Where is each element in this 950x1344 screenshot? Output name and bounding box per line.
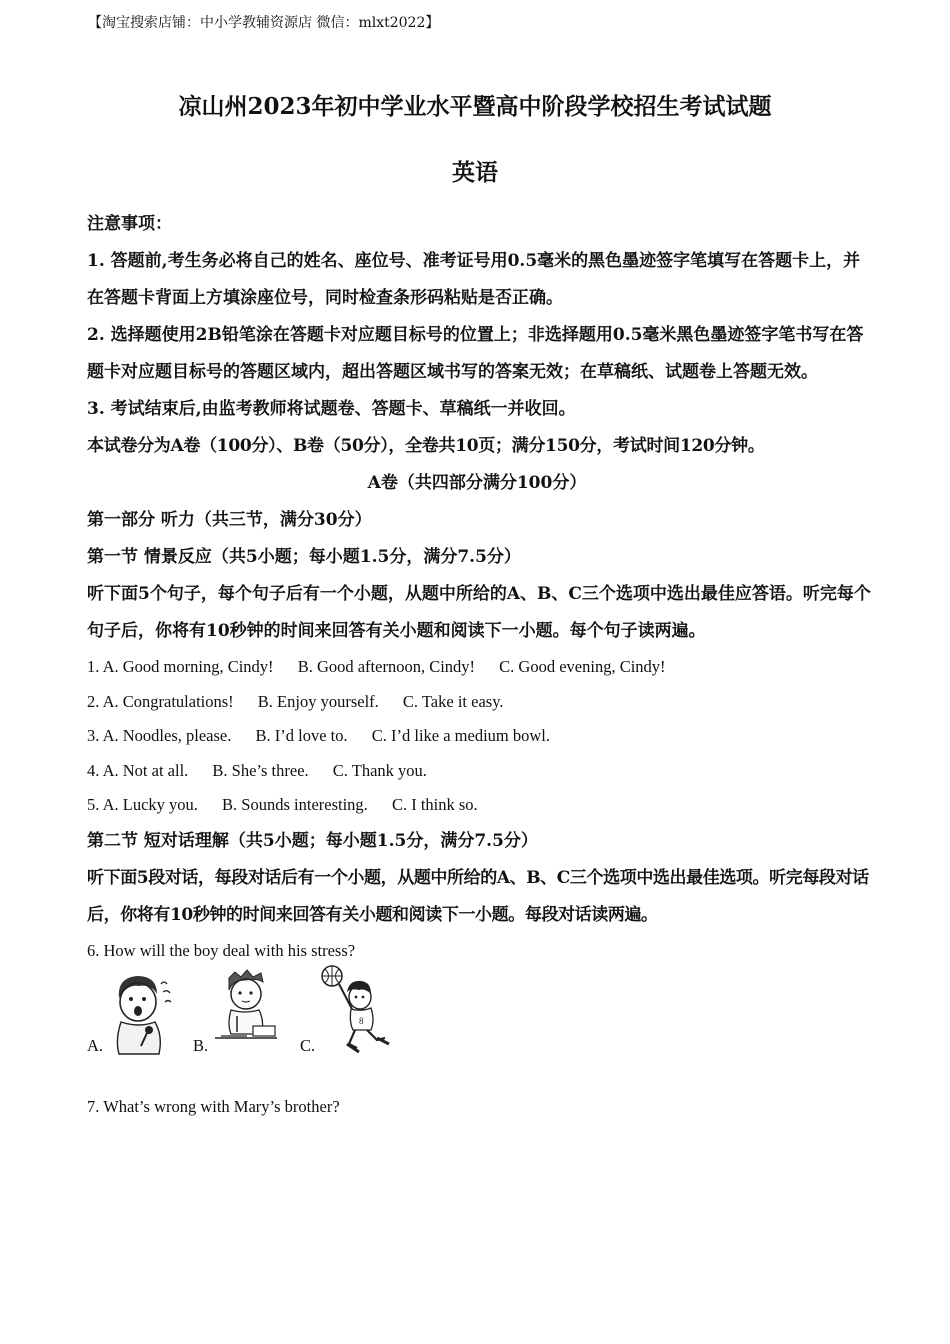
question-7: 7. What’s wrong with Mary’s brother? (87, 1097, 340, 1116)
studying-boy-picture (213, 968, 281, 1056)
option-c: C. I’d like a medium bowl. (371, 726, 550, 745)
option-b: B. I’d love to. (255, 726, 348, 745)
option-a: A. Noodles, please. (102, 726, 232, 745)
svg-text:8: 8 (359, 1016, 364, 1026)
option-c: C. Good evening, Cindy! (499, 657, 666, 676)
question-number: 4. (87, 760, 100, 780)
volume-a-heading: A卷（共四部分满分100分） (367, 473, 587, 493)
question-3 (87, 719, 877, 754)
singing-boy-picture (105, 970, 175, 1060)
exam-subject: 英语 (452, 159, 498, 186)
question-6-pictures (87, 968, 877, 1088)
option-c: C. Thank you. (332, 760, 427, 780)
notice-heading: 注意事项： (87, 214, 172, 234)
section2-heading: 第二节 短对话理解（共5小题；每小题1.5分，满分7.5分） (87, 830, 538, 851)
picture-a-label: A. (87, 1036, 104, 1055)
question-1 (87, 650, 877, 685)
question-2 (87, 685, 877, 720)
option-a: A. Not at all. (102, 760, 189, 780)
option-b: B. She’s three. (212, 760, 309, 780)
question-number: 5. (87, 795, 100, 814)
exam-content (87, 206, 877, 1125)
question-number: 3. (87, 726, 100, 745)
question-4 (87, 754, 877, 789)
basketball-boy-picture (319, 964, 393, 1060)
option-b: B. Sounds interesting. (222, 795, 368, 814)
exam-title: 凉山州2023年初中学业水平暨高中阶段学校招生考试试题 (178, 93, 772, 120)
option-b: B. Good afternoon, Cindy! (297, 657, 476, 676)
option-b: B. Enjoy yourself. (257, 691, 379, 711)
notice-1: 1. 答题前,考生务必将自己的姓名、座位号、准考证号用0.5毫米的黑色墨迹签字笔填写在答题卡上，并在答题卡背面上方填涂座位号，同时检查条形码粘贴是否正确。 (87, 251, 861, 308)
picture-b-label: B. (193, 1036, 209, 1055)
option-a: A. Lucky you. (102, 795, 198, 814)
paper-info: 本试卷分为A卷（100分）、B卷（50分），全卷共10页；满分150分，考试时间120分钟。 (87, 436, 765, 456)
option-a: A. Congratulations! (102, 691, 234, 711)
section2-instruction: 听下面5段对话，每段对话后有一个小题，从题中所给的A、B、C三个选项中选出最佳选项。听完每段对话后，你将有10秒钟的时间来回答有关小题和阅读下一小题。每段对话读两遍。 (87, 867, 869, 925)
section1-instruction: 听下面5个句子，每个句子后有一个小题，从题中所给的A、B、C三个选项中选出最佳应答语。听完每个句子后，你将有10秒钟的时间来回答有关小题和阅读下一小题。每个句子读两遍。 (87, 584, 871, 641)
question-number: 1. (87, 657, 100, 676)
question-6: 6. How will the boy deal with his stress? (87, 940, 356, 960)
question-5 (87, 788, 877, 823)
option-c: C. I think so. (391, 795, 478, 814)
section1-heading: 第一节 情景反应（共5小题；每小题1.5分，满分7.5分） (87, 547, 521, 567)
picture-c-label: C. (300, 1036, 316, 1055)
notice-2: 2. 选择题使用2B铅笔涂在答题卡对应题目标号的位置上；非选择题用0.5毫米黑色墨迹签字笔书写在答题卡对应题目标号的答题区域内，超出答题区域书写的答案无效；在草稿纸、试题卷上答题无效。 (87, 325, 864, 382)
option-a: A. Good morning, Cindy! (102, 657, 274, 676)
notice-3: 3. 考试结束后,由监考教师将试题卷、答题卡、草稿纸一并收回。 (87, 399, 576, 419)
option-c: C. Take it easy. (402, 691, 504, 711)
header-note: 【淘宝搜索店铺：中小学教辅资源店 微信：mlxt2022】 (88, 15, 440, 31)
part1-heading: 第一部分 听力（共三节，满分30分） (87, 510, 372, 530)
question-number: 2. (87, 691, 100, 711)
